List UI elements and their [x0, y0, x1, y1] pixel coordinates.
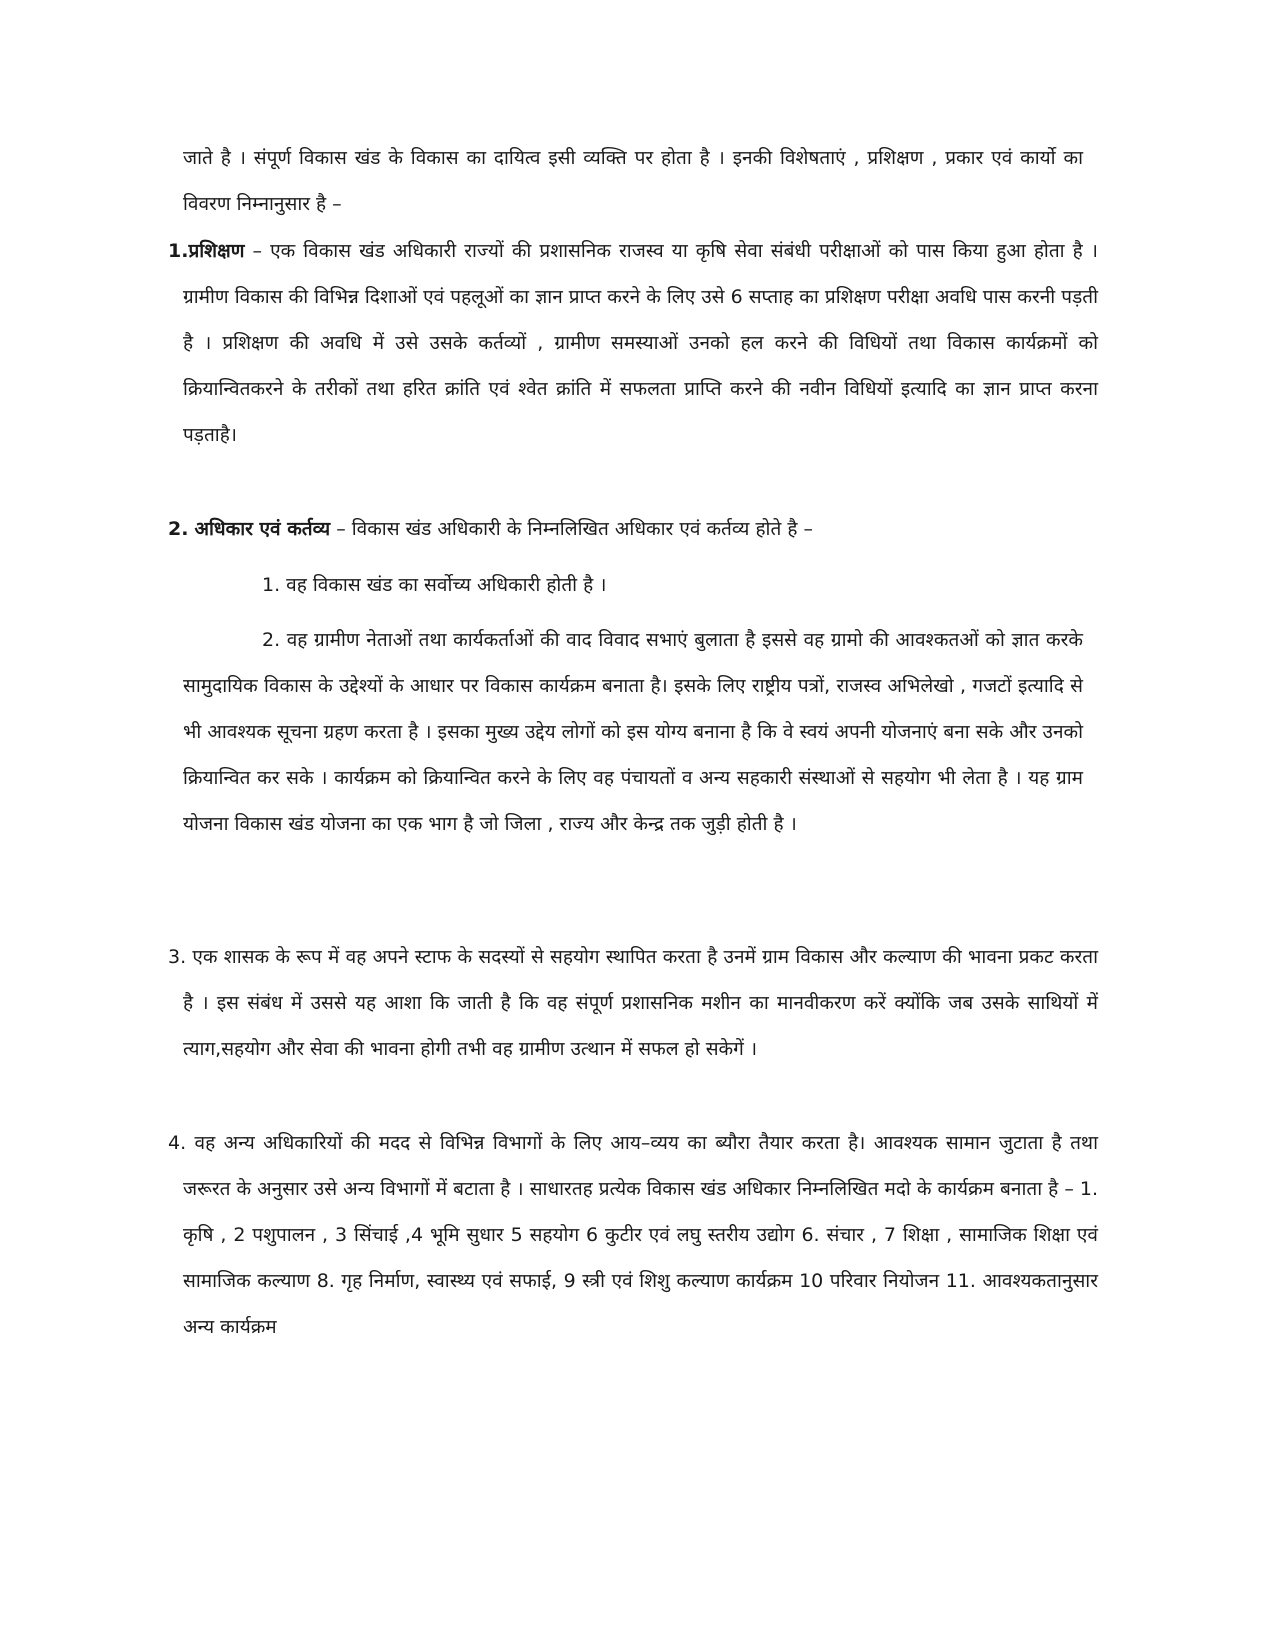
section-2-number: 2. [168, 518, 189, 540]
section-1-heading: प्रशिक्षण [188, 240, 245, 262]
duty-item-3: 3. एक शासक के रूप में वह अपने स्टाफ के सदस्यों से सहयोग स्थापित करता है उनमें ग्राम विकास और कल्याण की भावना प्रकट करता है । इस संबंध में उससे यह आशा कि जाती है कि वह संपूर्ण प्रशासनिक मशीन का मानवीकरण करें क्योंकि जब उसके साथियों में त्याग,सहयोग और सेवा की भावना होगी तभी वह ग्रामीण उत्थान में सफल हो सकेगें । [168, 946, 1098, 1060]
duty-item-4: 4. वह अन्य अधिकारियों की मदद से विभिन्न विभागों के लिए आय–व्यय का ब्यौरा तैयार करता है। आवश्यक सामान जुटाता है तथा जरूरत के अनुसार उसे अन्य विभागों में बटाता है । साधारतह प्रत्येक विकास खंड अधिकार निम्नलिखित मदो के कार्यक्रम बनाता है – 1. कृषि , 2 पशुपालन , 3 सिंचाई ,4 भूमि सुधार 5 सहयोग 6 कुटीर एवं लघु स्तरीय उद्योग 6. संचार , 7 शिक्षा , सामाजिक शिक्षा एवं सामाजिक कल्याण 8. गृह निर्माण, स्वास्थ्य एवं सफाई, 9 स्त्री एवं शिशु कल्याण कार्यक्रम 10 परिवार नियोजन 11. आवश्यकतानुसार अन्य कार्यक्रम [168, 1132, 1098, 1338]
section-1-text: – एक विकास खंड अधिकारी राज्यों की प्रशासनिक राजस्व या कृषि सेवा संबंधी परीक्षाओं को पास किया हुआ होता है । ग्रामीण विकास की विभिन्न दिशाओं एवं पहलूओं का ज्ञान प्राप्त करने के लिए उसे 6 सप्ताह का प्रशिक्षण परीक्षा अवधि पास करनी पड़ती है । प्रशिक्षण की अवधि में उसे उसके कर्तव्यों , ग्रामीण समस्याओं उनको हल करने की विधियों तथा विकास कार्यक्रमों को क्रियान्वितकरने के तरीकों तथा हरित क्रांति एवं श्वेत क्रांति में सफलता प्राप्ति करने की नवीन विधियों इत्यादि का ज्ञान प्राप्त करना पड़ताहै। [183, 240, 1098, 446]
intro-paragraph: जाते है । संपूर्ण विकास खंड के विकास का दायित्व इसी व्यक्ति पर होता है । इनकी विशेषताएं , प्रशिक्षण , प्रकार एवं कार्यो का विवरण निम्नानुसार है – [183, 147, 1083, 215]
section-1-number: 1. [168, 240, 189, 262]
section-2-heading: अधिकार एवं कर्तव्य [194, 518, 331, 540]
duty-item-1: 1. वह विकास खंड का सर्वोच्य अधिकारी होती है । [262, 574, 607, 596]
section-2-text: – विकास खंड अधिकारी के निम्नलिखित अधिकार एवं कर्तव्य होते है – [330, 518, 813, 540]
section-1-paragraph [168, 228, 1098, 458]
duty-item-2: 2. वह ग्रामीण नेताओं तथा कार्यकर्ताओं की वाद विवाद सभाएं बुलाता है इससे वह ग्रामो की आवश्कतओं को ज्ञात करके सामुदायिक विकास के उद्देश्यों के आधार पर विकास कार्यक्रम बनाता है। इसके लिए राष्ट्रीय पत्रों, राजस्व अभिलेखो , गजटों इत्यादि से भी आवश्यक सूचना ग्रहण करता है । इसका मुख्य उद्देय लोगों को इस योग्य बनाना है कि वे स्वयं अपनी योजनाएं बना सके और उनको क्रियान्वित कर सके । कार्यक्रम को क्रियान्वित करने के लिए वह पंचायतों व अन्य सहकारी संस्थाओं से सहयोग भी लेता है । यह ग्राम योजना विकास खंड योजना का एक भाग है जो जिला , राज्य और केन्द्र तक जुड़ी होती है । [183, 629, 1083, 835]
section-2-paragraph [168, 506, 1098, 552]
